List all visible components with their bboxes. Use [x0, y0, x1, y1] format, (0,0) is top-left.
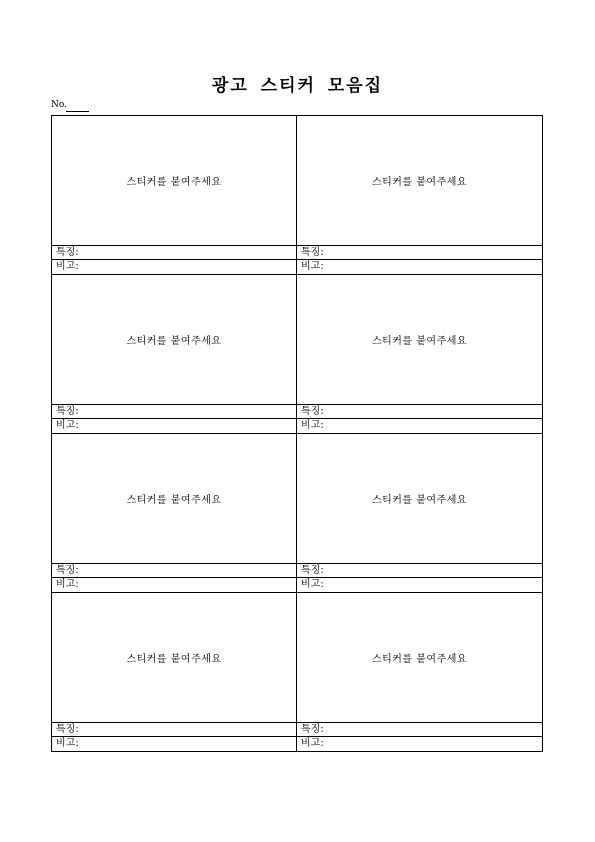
sticker-placeholder: 스티커를 붙여주세요 [297, 275, 542, 405]
feature-field [297, 246, 542, 260]
page-title: 광고 스티커 모음집 [211, 76, 384, 96]
sticker-cell [297, 434, 542, 592]
sticker-placeholder: 스티커를 붙여주세요 [52, 434, 296, 564]
feature-label: 특징: [301, 724, 324, 735]
feature-label: 특징: [56, 247, 79, 258]
sticker-placeholder: 스티커를 붙여주세요 [297, 593, 542, 723]
note-field [297, 260, 542, 274]
note-field [52, 737, 296, 751]
sticker-placeholder: 스티커를 붙여주세요 [297, 116, 542, 246]
note-field [297, 578, 542, 592]
feature-field [297, 564, 542, 578]
note-field [52, 419, 296, 433]
note-label: 비고: [301, 738, 324, 749]
sticker-row [52, 433, 542, 592]
sticker-cell [297, 116, 542, 274]
sticker-placeholder: 스티커를 붙여주세요 [52, 116, 296, 246]
feature-field [52, 564, 296, 578]
feature-label: 특징: [301, 247, 324, 258]
sticker-cell [52, 116, 297, 274]
sticker-placeholder: 스티커를 붙여주세요 [52, 593, 296, 723]
note-field [297, 737, 542, 751]
sticker-cell [297, 275, 542, 433]
feature-label: 특징: [56, 724, 79, 735]
number-field-line [66, 111, 89, 112]
sticker-row [52, 116, 542, 274]
note-label: 비고: [301, 579, 324, 590]
feature-label: 특징: [56, 406, 79, 417]
feature-field [297, 405, 542, 419]
feature-field [52, 405, 296, 419]
feature-field [297, 723, 542, 737]
feature-label: 특징: [56, 565, 79, 576]
sticker-row [52, 274, 542, 433]
note-label: 비고: [56, 420, 79, 431]
feature-label: 특징: [301, 565, 324, 576]
note-label: 비고: [301, 261, 324, 272]
feature-field [52, 246, 296, 260]
sticker-placeholder: 스티커를 붙여주세요 [297, 434, 542, 564]
sticker-cell [52, 275, 297, 433]
note-label: 비고: [56, 579, 79, 590]
note-field [52, 260, 296, 274]
sticker-cell [52, 593, 297, 751]
sticker-cell [52, 434, 297, 592]
sticker-placeholder: 스티커를 붙여주세요 [52, 275, 296, 405]
sticker-grid [51, 115, 543, 752]
note-field [297, 419, 542, 433]
feature-field [52, 723, 296, 737]
sticker-row [52, 592, 542, 751]
feature-label: 특징: [301, 406, 324, 417]
sticker-cell [297, 593, 542, 751]
note-label: 비고: [56, 738, 79, 749]
note-label: 비고: [301, 420, 324, 431]
note-field [52, 578, 296, 592]
note-label: 비고: [56, 261, 79, 272]
number-label: No. [51, 100, 67, 110]
